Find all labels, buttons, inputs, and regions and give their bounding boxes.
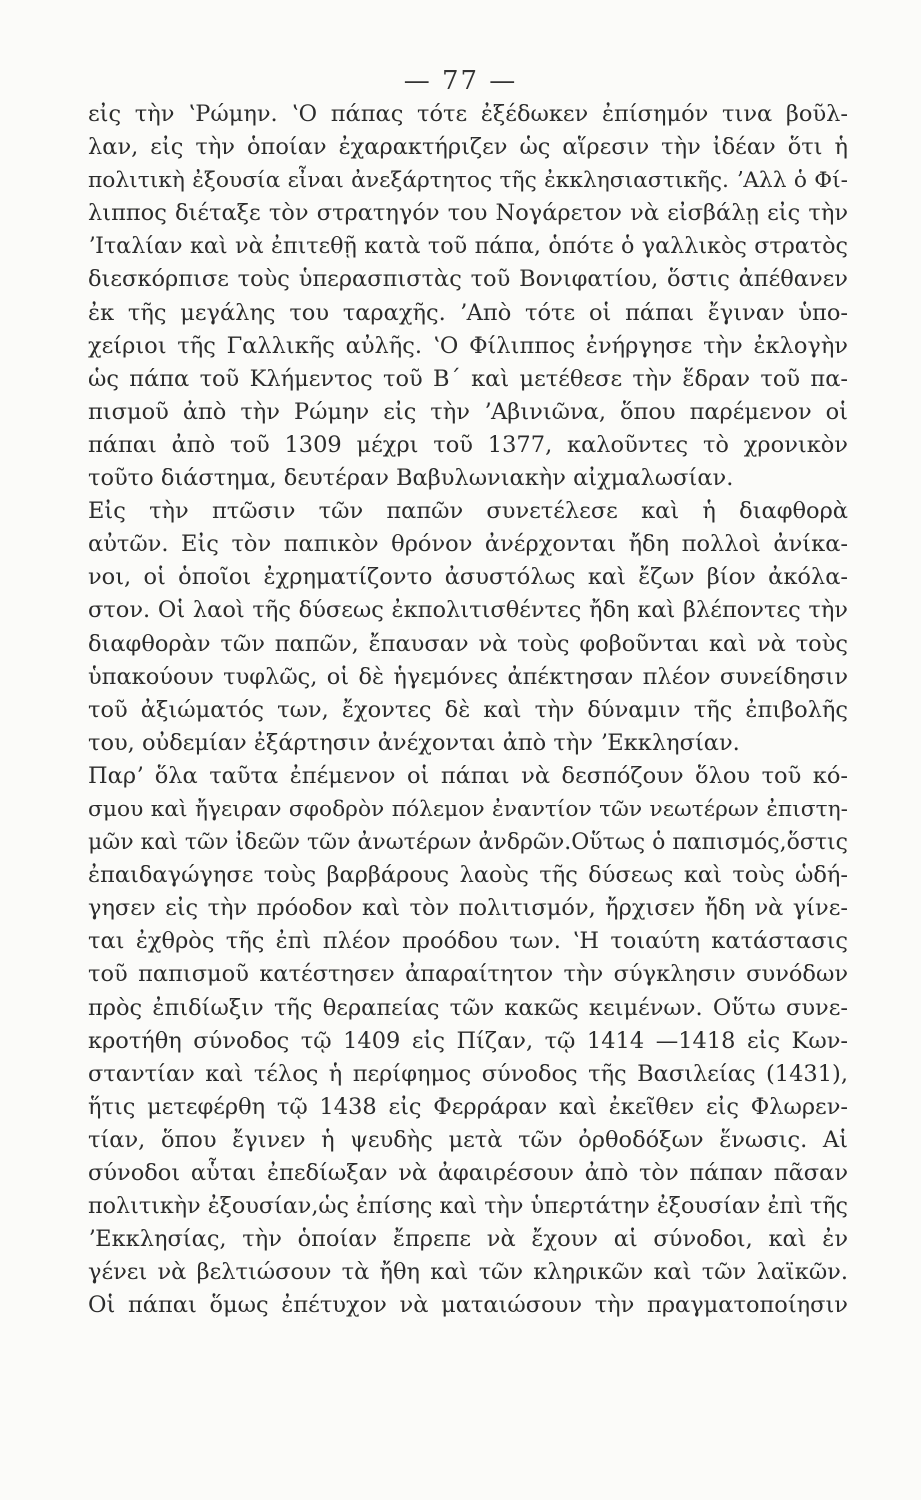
text-line: τίαν, ὅπου ἔγινεν ἡ ψευδὴς μετὰ τῶν ὀρθοδόξων ἕνωσις. Αἱ	[88, 1126, 848, 1153]
text-line: ὑπακούουν τυφλῶς, οἱ δὲ ἡγεμόνες ἀπέκτησαν πλέον συνείδησιν	[88, 663, 848, 690]
text-line: τοῦ ἀξιώματός των, ἔχοντες δὲ καὶ τὴν δύναμιν τῆς ἐπιβολῆς	[88, 696, 848, 723]
text-line: γένει νὰ βελτιώσουν τὰ ἤθη καὶ τῶν κληρικῶν καὶ τῶν λαϊκῶν.	[88, 1259, 848, 1286]
text-line: σύνοδοι αὗται ἐπεδίωξαν νὰ ἀφαιρέσουν ἀπὸ τὸν πάπαν πᾶσαν	[88, 1160, 848, 1186]
text-line: αὐτῶν. Εἰς τὸν παπικὸν θρόνον ἀνέρχονται ἤδη πολλοὶ ἀνίκα-	[88, 531, 848, 558]
text-line: Παρʼ ὅλα ταῦτα ἐπέμενον οἱ πάπαι νὰ δεσπόζουν ὅλου τοῦ κό-	[88, 762, 848, 789]
text-line: τοῦ παπισμοῦ κατέστησεν ἀπαραίτητον τὴν σύγκλησιν συνόδων	[88, 961, 848, 988]
text-line: Οἱ πάπαι ὅμως ἐπέτυχον νὰ ματαιώσουν τὴν πραγματοποίησιν	[88, 1292, 848, 1319]
text-line: πάπαι ἀπὸ τοῦ 1309 μέχρι τοῦ 1377, καλοῦντες τὸ χρονικὸν	[88, 431, 848, 458]
page-number: — 77 —	[403, 66, 518, 96]
text-line: ʼΙταλίαν καὶ νὰ ἐπιτεθῇ κατὰ τοῦ πάπα, ὁπότε ὁ γαλλικὸς στρατὸς	[88, 233, 848, 260]
text-line: διεσκόρπισε τοὺς ὑπερασπιστὰς τοῦ Βονιφατίου, ὅστις ἀπέθανεν	[88, 266, 848, 293]
text-line: πρὸς ἐπιδίωξιν τῆς θεραπείας τῶν κακῶς κειμένων. Οὕτω συνε-	[88, 994, 848, 1021]
text-line: ʼΕκκλησίας, τὴν ὁποίαν ἔπρεπε νὰ ἔχουν αἱ σύνοδοι, καὶ ἐν	[88, 1226, 848, 1253]
text-line: χείριοι τῆς Γαλλικῆς αὐλῆς. ʽΟ Φίλιππος ἐνήργησε τὴν ἐκλογὴν	[88, 332, 848, 359]
text-line: γησεν εἰς τὴν πρόοδον καὶ τὸν πολιτισμόν, ἤρχισεν ἤδη νὰ γίνε-	[88, 895, 848, 922]
text-line: ἐκ τῆς μεγάλης του ταραχῆς. ʼΑπὸ τότε οἱ πάπαι ἔγιναν ὑπο-	[88, 299, 848, 326]
text-line: λιππος διέταξε τὸν στρατηγόν του Νογάρετον νὰ εἰσβάλῃ εἰς τὴν	[88, 200, 848, 227]
text-line: τοῦτο διάστημα, δευτέραν Βαβυλωνιακὴν αἰχμαλωσίαν.	[88, 465, 734, 492]
text-line: μῶν καὶ τῶν ἰδεῶν τῶν ἀνωτέρων ἀνδρῶν.Οὕτως ὁ παπισμός,ὅστις	[88, 830, 848, 856]
text-line: πολιτικὴν ἐξουσίαν,ὡς ἐπίσης καὶ τὴν ὑπερτάτην ἐξουσίαν ἐπὶ τῆς	[88, 1193, 848, 1220]
text-line: νοι, οἱ ὁποῖοι ἐχρηματίζοντο ἀσυστόλως καὶ ἔζων βίον ἀκόλα-	[88, 564, 848, 591]
text-line: σταντίαν καὶ τέλος ἡ περίφημος σύνοδος τῆς Βασιλείας (1431),	[88, 1060, 848, 1087]
text-line: στον. Οἱ λαοὶ τῆς δύσεως ἐκπολιτισθέντες ἤδη καὶ βλέποντες τὴν	[88, 597, 848, 624]
text-line: κροτήθη σύνοδος τῷ 1409 εἰς Πίζαν, τῷ 1414 —1418 εἰς Κων-	[88, 1027, 848, 1054]
text-line: ἐπαιδαγώγησε τοὺς βαρβάρους λαοὺς τῆς δύσεως καὶ τοὺς ὡδή-	[88, 862, 848, 889]
text-line: Εἰς τὴν πτῶσιν τῶν παπῶν συνετέλεσε καὶ ἡ διαφθορὰ	[88, 498, 848, 525]
text-line: πισμοῦ ἀπὸ τὴν Ρώμην εἰς τὴν ʼΑβινιῶνα, ὅπου παρέμενον οἱ	[88, 398, 848, 425]
text-line: λαν, εἰς τὴν ὁποίαν ἐχαρακτήριζεν ὡς αἵρεσιν τὴν ἰδέαν ὅτι ἡ	[88, 134, 848, 161]
text-line: διαφθορὰν τῶν παπῶν, ἔπαυσαν νὰ τοὺς φοβοῦνται καὶ νὰ τοὺς	[88, 630, 848, 657]
text-line: ται ἐχθρὸς τῆς ἐπὶ πλέον προόδου των. ʽΗ τοιαύτη κατάστασις	[88, 928, 848, 955]
text-line: σμου καὶ ἤγειραν σφοδρὸν πόλεμον ἐναντίον τῶν νεωτέρων ἐπιστη-	[88, 796, 848, 822]
text-line: ἥτις μετεφέρθη τῷ 1438 εἰς Φερράραν καὶ ἐκεῖθεν εἰς Φλωρεν-	[88, 1093, 848, 1120]
text-line: ὡς πάπα τοῦ Κλήμεντος τοῦ Β΄ καὶ μετέθεσε τὴν ἕδραν τοῦ πα-	[88, 365, 848, 392]
text-line: πολιτικὴ ἐξουσία εἶναι ἀνεξάρτητος τῆς ἐκκλησιαστικῆς. ʼΑλλ ὁ Φί-	[88, 168, 848, 194]
text-line: εἰς τὴν ʽΡώμην. ʽΟ πάπας τότε ἐξέδωκεν ἐπίσημόν τινα βοῦλ-	[88, 101, 848, 127]
text-line: του, οὐδεμίαν ἐξάρτησιν ἀνέχονται ἀπὸ τὴν ʼΕκκλησίαν.	[88, 729, 740, 756]
body-text	[88, 98, 848, 1322]
